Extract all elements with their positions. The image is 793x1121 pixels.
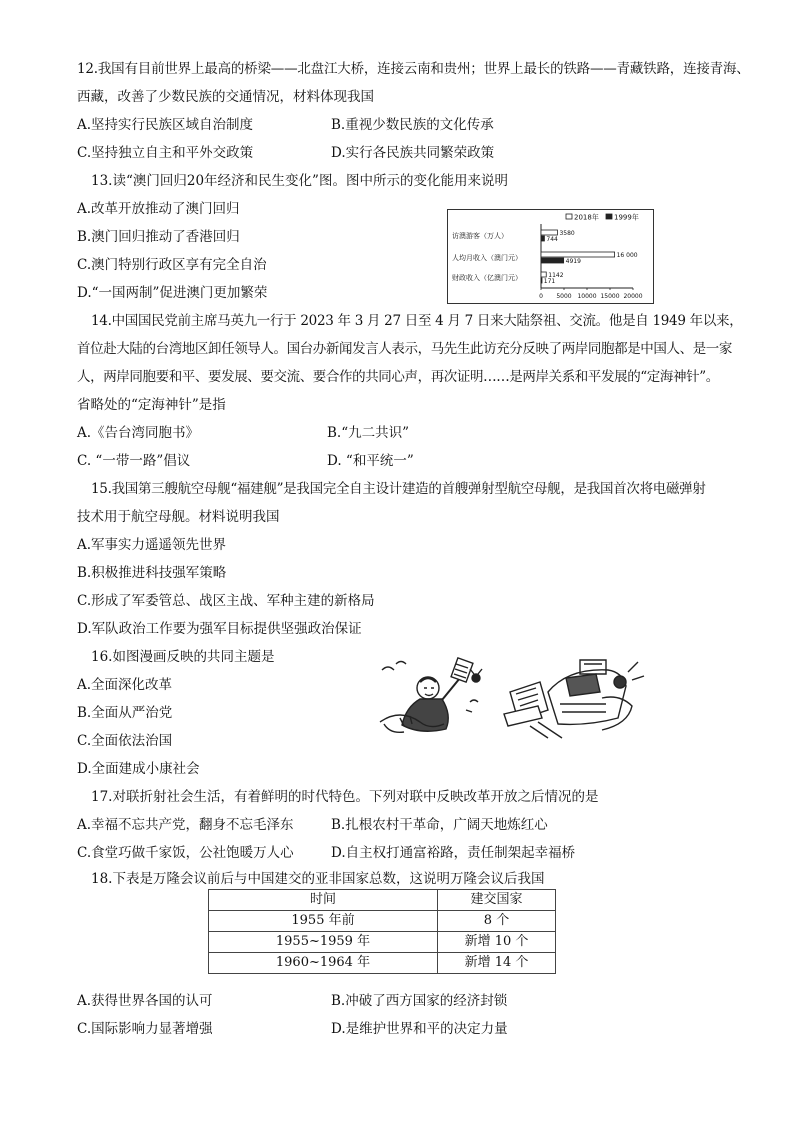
cartoon-drawing [370,652,653,744]
cartoon-illustration [370,652,653,744]
q14-option-c: C. “一带一路”倡议 [77,453,191,469]
q12-option-b: B.重视少数民族的文化传承 [331,117,494,133]
q14-line4: 省略处的“定海神针”是指 [77,397,226,413]
q14-option-b: B.“九二共识” [327,425,410,441]
bar-value-label: 1142 [548,272,564,279]
bar-value-label: 171 [543,278,556,285]
q15-option-c: C.形成了军委管总、战区主战、军种主建的新格局 [77,593,375,609]
table-row [209,932,556,953]
macau-chart [447,209,654,304]
legend-label: 2018年 [574,213,599,222]
macau-bar-chart [448,210,652,302]
legend-swatch [606,214,612,219]
x-tick-label: 10000 [577,293,597,300]
legend-label: 1999年 [614,213,639,222]
q17-option-a: A.幸福不忘共产党，翻身不忘毛泽东 [77,817,294,833]
q18-option-a: A.获得世界各国的认可 [77,993,213,1009]
q16-option-b: B.全面从严治党 [77,705,173,721]
q17-option-c: C.食堂巧做千家饭，公社饱暖万人心 [77,845,294,861]
q13-option-a: A.改革开放推动了澳门回归 [77,201,240,217]
q14-line3: 人，两岸同胞要和平、要发展、要交流、要合作的共同心声，再次证明……是两岸关系和平发展的“定海神针”。 [77,369,719,385]
q14-option-a: A.《告台湾同胞书》 [77,425,200,441]
q12-stem-line2: 西藏，改善了少数民族的交通情况，材料体现我国 [77,89,374,105]
q17-stem: 17.对联折射社会生活，有着鲜明的时代特色。下列对联中反映改革开放之后情况的是 [91,789,599,805]
bar-value-label: 4919 [565,258,581,265]
q13-option-c: C.澳门特别行政区享有完全自治 [77,257,267,273]
table-cell: 新增 14 个 [438,953,556,974]
table-row [209,911,556,932]
q16-stem: 16.如图漫画反映的共同主题是 [91,649,275,665]
q15-option-d: D.军队政治工作要为强军目标提供坚强政治保证 [77,621,362,637]
q14-option-d: D. “和平统一” [327,453,414,469]
q15-line1: 15.我国第三艘航空母舰“福建舰”是我国完全自主设计建造的首艘弹射型航空母舰，是我国首次将电磁弹射 [91,481,706,497]
x-tick-label: 20000 [623,293,643,300]
category-label: 访澳游客（万人） [452,232,508,240]
table-cell: 1955 年前 [209,911,438,932]
bar [541,230,557,235]
q13-option-b: B.澳门回归推动了香港回归 [77,229,240,245]
bar [541,252,615,257]
q12-option-c: C.坚持独立自主和平外交政策 [77,145,254,161]
q18-option-b: B.冲破了西方国家的经济封锁 [331,993,508,1009]
table-cell: 1955~1959 年 [209,932,438,953]
table-header-cell: 时间 [209,890,438,911]
q17-option-d: D.自主权打通富裕路，责任制架起幸福桥 [331,845,576,861]
q18-option-d: D.是维护世界和平的决定力量 [331,1021,508,1037]
bar [541,236,544,241]
q18-option-c: C.国际影响力显著增强 [77,1021,213,1037]
table-row [209,953,556,974]
q12-stem-line1: 12.我国有目前世界上最高的桥梁——北盘江大桥，连接云南和贵州；世界上最长的铁路——青藏铁路，连接青海、 [77,61,750,77]
table-header-cell: 建交国家 [438,890,556,911]
q16-option-c: C.全面依法治国 [77,733,173,749]
table-cell: 新增 10 个 [438,932,556,953]
legend-swatch [566,214,572,219]
q15-option-b: B.积极推进科技强军策略 [77,565,227,581]
x-tick-label: 15000 [600,293,620,300]
q18-stem: 18.下表是万隆会议前后与中国建交的亚非国家总数，这说明万隆会议后我国 [91,871,545,887]
q17-option-b: B.扎根农村干革命，广阔天地炼红心 [331,817,548,833]
q15-line2: 技术用于航空母舰。材料说明我国 [77,509,280,525]
x-tick-label: 5000 [556,293,572,300]
q14-line1: 14.中国国民党前主席马英九一行于 2023 年 3 月 27 日至 4 月 7 日来大陆祭祖、交流。他是自 1949 年以来， [91,313,743,329]
q12-option-a: A.坚持实行民族区域自治制度 [77,117,254,133]
table-cell: 8 个 [438,911,556,932]
table-header-row [209,890,556,911]
q15-option-a: A.军事实力遥遥领先世界 [77,537,227,553]
bar-value-label: 3580 [559,230,575,237]
category-label: 人均月收入（澳门元） [452,254,522,262]
q13-option-d: D.“一国两制”促进澳门更加繁荣 [77,285,268,301]
category-label: 财政收入（亿澳门元） [452,274,522,282]
bar [541,258,564,263]
table-cell: 1960~1964 年 [209,953,438,974]
q12-option-d: D.实行各民族共同繁荣政策 [331,145,495,161]
q18-table [208,889,556,974]
q16-option-d: D.全面建成小康社会 [77,761,200,777]
bar [541,272,546,277]
q16-option-a: A.全面深化改革 [77,677,173,693]
x-tick-label: 0 [539,293,543,300]
bar-value-label: 744 [546,236,558,243]
q14-line2: 首位赴大陆的台湾地区卸任领导人。国台办新闻发言人表示，马先生此访充分反映了两岸同胞都是中国人、是一家 [77,341,732,357]
bar-value-label: 16 000 [616,252,638,259]
q13-stem: 13.读“澳门回归20年经济和民生变化”图。图中所示的变化能用来说明 [91,173,508,189]
bar [541,278,542,283]
